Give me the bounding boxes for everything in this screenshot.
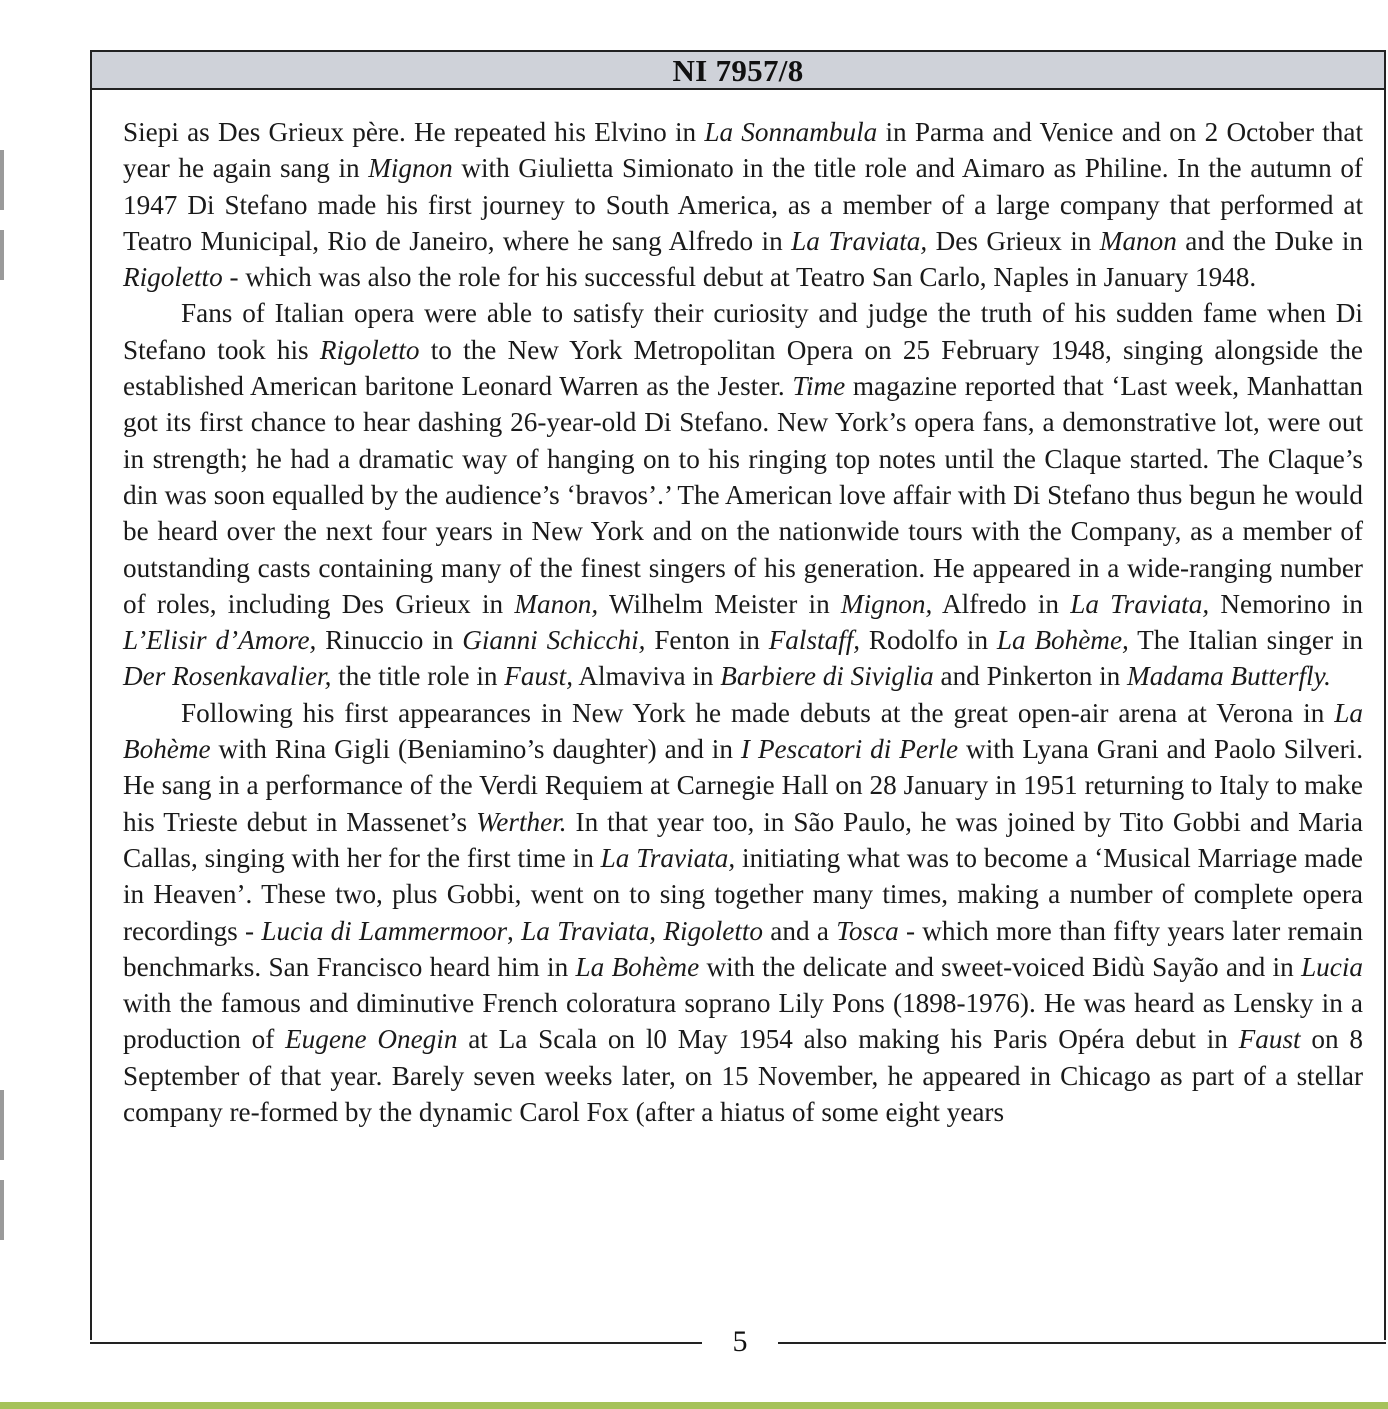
italic-title: Lucia	[1301, 951, 1363, 982]
italic-title: Werther.	[476, 806, 567, 837]
italic-title: La Bohème	[575, 951, 700, 982]
text-run: ,	[649, 915, 664, 946]
italic-title: Barbiere di Siviglia	[720, 661, 934, 692]
text-run: Alfredo in	[932, 588, 1071, 619]
text-run: Following his first appearances in New York he made debuts at the great open-air arena at Verona in	[181, 697, 1335, 728]
italic-title: Eugene Onegin	[285, 1024, 458, 1055]
italic-title: Manon,	[514, 588, 599, 619]
text-run: on 8 September of that year. Barely seven weeks later, on 15 November, he appeared in Chicago as part of a stellar company re-formed by the dynamic Carol Fox (after a hiatus of some eight years	[123, 1024, 1364, 1128]
text-run: Wilhelm Meister in	[598, 588, 841, 619]
italic-title: La Sonnambula	[704, 117, 878, 147]
text-run: at La Scala on l0 May 1954 also making his Paris Opéra debut in	[457, 1024, 1239, 1055]
italic-title: Mignon,	[840, 588, 933, 619]
italic-title: Faust,	[504, 661, 574, 692]
text-run: In that year too, in São Paulo, he was joined by Tito Gobbi and Maria Callas, singing with her for the first time in	[123, 806, 1363, 873]
scan-bottom-strip	[0, 1402, 1388, 1409]
text-run: to the New York Metropolitan Opera on 25 February 1948, singing alongside the established American baritone Leonard Warren as the Jester.	[123, 334, 1363, 402]
scan-edge-mark	[0, 1090, 4, 1160]
italic-title: Madama Butterfly.	[1127, 661, 1331, 692]
italic-title: Rigoletto	[663, 915, 764, 946]
paragraph-p2	[123, 295, 1363, 694]
text-run: - which more than fifty years later remain benchmarks. San Francisco heard him in	[123, 915, 1364, 982]
text-run: Rodolfo in	[860, 625, 997, 656]
text-run: with the famous and diminutive French coloratura soprano Lily Pons (1898-1976). He was heard as Lensky in a production of	[123, 988, 1363, 1055]
text-run: Fans of Italian opera were able to satisfy their curiosity and judge the truth of his sudden fame when Di Stefano took his	[123, 298, 1363, 365]
text-run: The Italian singer in	[1128, 625, 1364, 656]
text-run: Almaviva in	[573, 661, 721, 692]
italic-title: L’Elisir d’Amore,	[123, 625, 317, 656]
italic-title: Der Rosenkavalier,	[123, 661, 332, 692]
paragraph-p1	[123, 114, 1363, 295]
text-run: with Lyana Grani and Paolo Silveri. He sang in a performance of the Verdi Requiem at Carnegie Hall on 28 January in 1951 returning to Italy to make his Trieste debut in Massenet’s	[123, 734, 1364, 837]
text-run: in Parma and Venice and on 2 October that year he again sang in	[123, 117, 1364, 184]
italic-title: La Traviata,	[600, 842, 736, 873]
text-run: Nemorino in	[1209, 588, 1364, 619]
text-run: and a	[763, 915, 837, 946]
footer-rule-left	[90, 1342, 702, 1344]
italic-title: La Traviata	[521, 915, 650, 946]
text-run: with Giulietta Simionato in the title role and Aimaro as Philine. In the autumn of 1947 Di Stefano made his first journey to South America, as a member of a large company that performed at Teatro Municipal, Rio de Janeiro, where he sang Alfredo in	[123, 153, 1363, 256]
italic-title: Time	[792, 371, 846, 402]
paragraph-p3	[123, 695, 1363, 1131]
footer-rule-right	[778, 1342, 1386, 1344]
text-run: Rinuccio in	[316, 625, 463, 656]
text-run: Fenton in	[645, 625, 769, 656]
text-run: and the Duke in	[1176, 225, 1363, 256]
text-run: the title role in	[331, 661, 505, 692]
text-run: Siepi as Des Grieux père. He repeated his Elvino in	[123, 117, 705, 147]
scan-edge-mark	[0, 1180, 4, 1240]
page-number: 5	[732, 1325, 748, 1358]
italic-title: La Traviata,	[1070, 588, 1210, 619]
catalog-number: NI 7957/8	[672, 53, 804, 88]
scan-edge-mark	[0, 150, 4, 210]
text-run: ,	[507, 915, 522, 946]
italic-title: Falstaff,	[768, 625, 861, 656]
text-run: with Rina Gigli (Beniamino’s daughter) and in	[210, 734, 741, 765]
italic-title: Tosca	[836, 915, 899, 946]
text-run: and Pinkerton in	[933, 661, 1128, 692]
italic-title: Faust	[1238, 1024, 1301, 1055]
italic-title: I Pescatori di Perle	[740, 734, 959, 765]
article-body	[123, 114, 1363, 1130]
italic-title: Manon	[1099, 225, 1177, 256]
italic-title: La Bohème	[123, 697, 1363, 765]
italic-title: Rigoletto	[319, 334, 420, 365]
text-run: initiating what was to become a ‘Musical Marriage made in Heaven’. These two, plus Gobbi, went on to sing together many times, making a number of complete opera recordings -	[123, 842, 1364, 946]
italic-title: Lucia di Lammermoor	[261, 915, 508, 946]
italic-title: La Bohème,	[996, 625, 1129, 656]
text-run: magazine reported that ‘Last week, Manhattan got its first chance to hear dashing 26-year-old Di Stefano. New York’s opera fans, a demonstrative lot, were out in strength; he had a dramatic way of hanging on to his ringing top notes until the Claque started. The Claque’s din was soon equalled by the audience’s ‘bravos’.’ The American love affair with Di Stefano thus begun he would be heard over the next four years in New York and on the nationwide tours with the Company, as a member of outstanding casts containing many of the finest singers of his generation. He appeared in a wide-ranging number of roles, including Des Grieux in	[123, 371, 1363, 619]
scan-edge-mark	[0, 230, 4, 280]
text-run: - which was also the role for his successful debut at Teatro San Carlo, Naples in January 1948.	[222, 262, 1257, 293]
italic-title: Gianni Schicchi,	[462, 625, 646, 656]
italic-title: Rigoletto	[123, 262, 223, 293]
italic-title: La Traviata,	[791, 225, 928, 256]
text-run: with the delicate and sweet-voiced Bidù Sayão and in	[699, 951, 1302, 982]
catalog-header	[90, 50, 1386, 90]
italic-title: Mignon	[368, 153, 453, 184]
text-run: Des Grieux in	[927, 225, 1100, 256]
